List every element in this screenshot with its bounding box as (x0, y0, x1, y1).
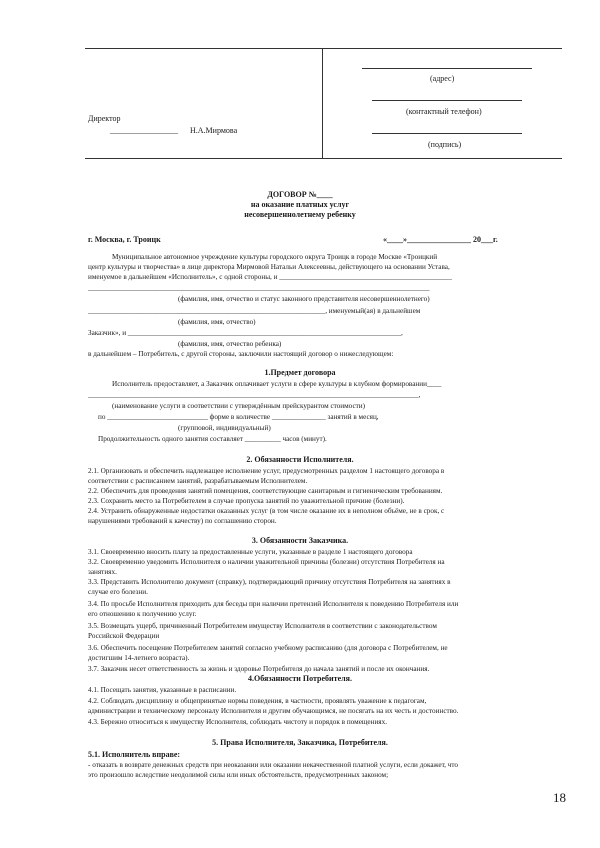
section-5-item: это произошло вследствие неодолимой силы или иных обстоятельств, предусмотренных законом; (88, 771, 389, 779)
section-3-item: достигшим 14-летнего возраста). (88, 654, 190, 662)
section-3-item: Российской Федерации (88, 632, 160, 640)
section-5-subheading: 5.1. Исполнитель вправе: (88, 750, 181, 759)
section-1-heading: 1.Предмет договора (264, 368, 336, 377)
section-2-item: нарушениями требований к качеству) по соглашению сторон. (88, 517, 277, 525)
section-2-item: соответствии с расписанием занятий, разрабатываемым Исполнителем. (88, 477, 308, 485)
section-2-item: 2.4. Устранить обнаруженные недостатки оказанных услуг (в том числе оказание их в неполном объёме, не в срок, с (88, 507, 445, 515)
section-3-item: 3.2. Своевременно уведомить Исполнителя о наличии уважительной причины (болезни) отсутствия Потребителя на (88, 558, 445, 566)
section-2-item: 2.2. Обеспечить для проведения занятий помещения, соответствующие санитарным и гигиеническим требованиям. (88, 487, 443, 495)
preamble-line-3: именуемое в дальнейшем «Исполнитель», с одной стороны, и ________________________________________________ (88, 273, 452, 281)
section-4-item: 4.3. Бережно относиться к имуществу Исполнителя, соблюдать чистоту и порядок в помещениях. (88, 718, 387, 726)
section-3-item: 3.4. По просьбе Исполнителя приходить для беседы при наличии претензий Исполнителя к поведению Потребителя или (88, 600, 459, 608)
contract-subtitle-2: несовершеннолетнему ребенку (244, 210, 356, 219)
section-3-item: 3.5. Возмещать ущерб, причиненный Потребителем имуществу Исполнителя в соответствии с законодательством (88, 622, 437, 630)
header-vertical-rule (322, 48, 323, 158)
contract-title: ДОГОВОР №____ (267, 190, 333, 199)
contract-subtitle-1: на оказание платных услуг (250, 200, 350, 209)
section-3-item: занятиях. (88, 568, 117, 576)
section-3-item: случае его болезни. (88, 588, 148, 596)
section-3-item: 3.3. Представить Исполнителю документ (справку), подтверждающий причину отсутствия Потребителя на занятиях в (88, 578, 451, 586)
section-1-line-1: Исполнитель предоставляет, а Заказчик оплачивает услуги в сфере культуры в клубном формировании____ (112, 380, 442, 388)
caption-fio: (фамилия, имя, отчество) (178, 318, 256, 326)
director-name: Н.А.Мирмова (190, 126, 238, 135)
address-caption: (адрес) (430, 74, 455, 83)
header-bottom-rule (85, 158, 562, 159)
section-4-heading: 4.Обязанности Потребителя. (248, 674, 352, 683)
preamble-line-1: Муниципальное автономное учреждение культуры городского округа Троицк в городе Москве «Троицкий (112, 253, 438, 261)
section-3-item: 3.7. Заказчик несет ответственность за жизнь и здоровье Потребителя до начала занятий и после их окончания. (88, 665, 430, 673)
caption-form: (групповой, индивидуальный) (178, 424, 271, 432)
section-1-line-2: ____________________________________________________________________________________________, (88, 391, 421, 399)
section-4-item: 4.2. Соблюдать дисциплину и общепринятые нормы поведения, в частности, проявлять уважение к педагогам, (88, 697, 427, 705)
section-2-item: 2.1. Организовать и обеспечить надлежащее исполнение услуг, предусмотренных разделом 1 настоящего договора в (88, 467, 445, 475)
section-1-line-4: Продолжительность одного занятия составляет __________ часов (минут). (98, 435, 327, 443)
caption-parent: (фамилия, имя, отчество и статус законного представителя несовершеннолетнего) (178, 295, 430, 303)
caption-service: (наименование услуги в соответствии с утверждённым прейскурантом стоимости) (112, 402, 366, 410)
page-number: 18 (553, 790, 566, 805)
section-4-item: администрации и техническому персоналу Исполнителя и другим обучающимся, не посягать на их честь и достоинство. (88, 707, 459, 715)
preamble-consumer-line: в дальнейшем – Потребитель, с другой стороны, заключили настоящий договор о нижеследующем: (88, 350, 394, 358)
phone-line (372, 100, 522, 101)
city: г. Москва, г. Троицк (88, 235, 161, 244)
address-line (362, 68, 532, 69)
section-3-item: 3.6. Обеспечить посещение Потребителем занятий согласно учебному расписанию (для договора с Потребителем, не (88, 644, 448, 652)
section-1-line-3: по ____________________________ форме в количестве _______________ занятий в месяц, (98, 413, 379, 421)
section-5-heading: 5. Права Исполнителя, Заказчика, Потребителя. (212, 738, 388, 747)
section-3-heading: 3. Обязанности Заказчика. (251, 536, 349, 545)
preamble-line-2: центр культуры и творчества» в лице директора Мирмовой Натальи Алексеевны, действующего на основании Устава, (88, 263, 450, 271)
director-label: Директор (88, 114, 121, 123)
section-5-item: - отказать в возврате денежных средств при неоказании или оказании некачественной платной услуги, если докажет, что (88, 761, 459, 769)
signature-line (372, 133, 522, 134)
section-3-item: его отношению к получению услуг. (88, 610, 197, 618)
phone-caption: (контактный телефон) (406, 107, 482, 116)
section-2-item: 2.3. Сохранить место за Потребителем в случае пропуска занятий по уважительной причине (болезни). (88, 497, 405, 505)
contract-date: «____»________________ 20___г. (383, 235, 498, 244)
caption-child: (фамилия, имя, отчество ребенка) (178, 340, 282, 348)
section-3-item: 3.1. Своевременно вносить плату за предоставленные услуги, указанные в разделе 1 настоящего договора (88, 548, 413, 556)
section-2-heading: 2. Обязанности Исполнителя. (246, 455, 354, 464)
header-top-rule (85, 48, 562, 49)
director-signature-line: _________________ (110, 126, 178, 135)
signature-caption: (подпись) (428, 140, 462, 149)
preamble-blank-line: _______________________________________________________________________________________________ (88, 284, 430, 292)
preamble-customer-line: Заказчик», и ____________________________________________________________________________, (88, 329, 403, 337)
preamble-named-line: __________________________________________________________________, именуемый(ая) в дальнейшем (88, 307, 421, 315)
section-4-item: 4.1. Посещать занятия, указанные в расписании. (88, 686, 237, 694)
